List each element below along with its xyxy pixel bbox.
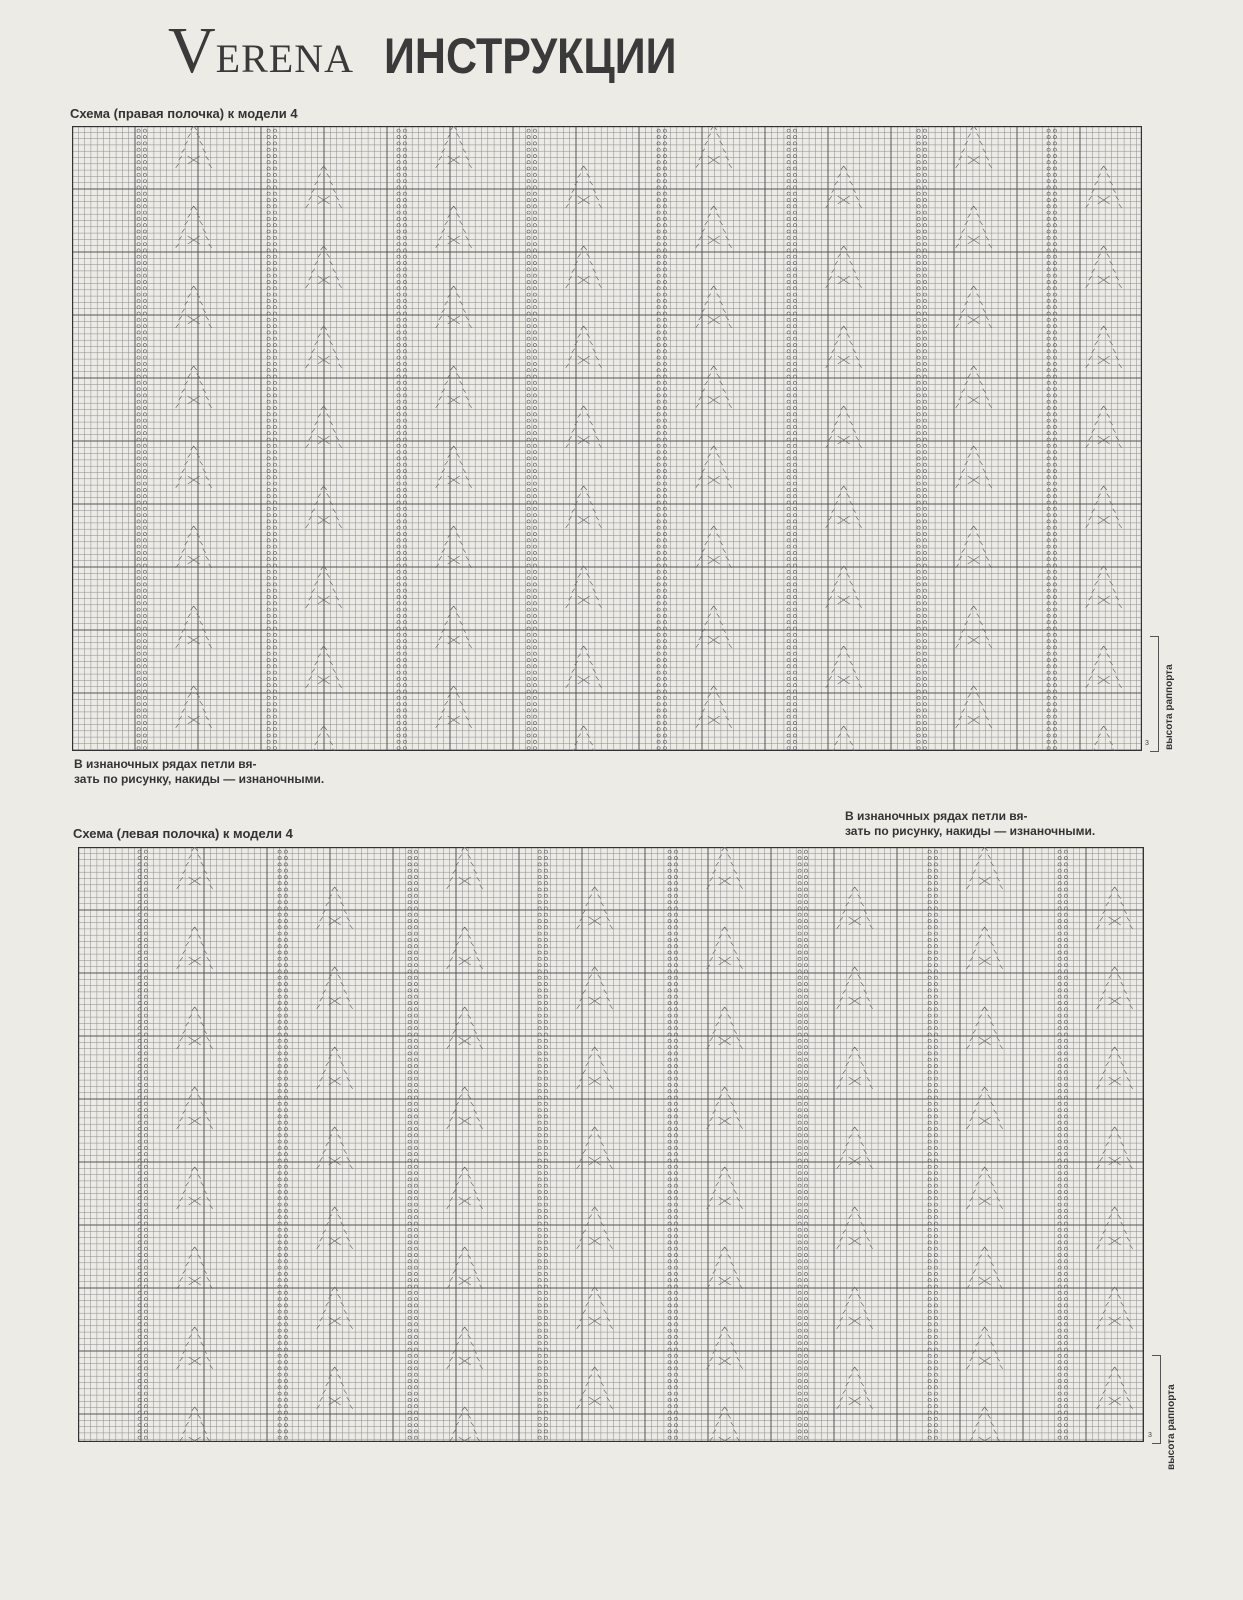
chart-1-note-line-1: В изнаночных рядах петли вя-: [74, 757, 257, 771]
chart-2-note-line-2: зать по рисунку, накиды — изнаночными.: [845, 824, 1096, 838]
chart-2-repeat-bracket: [1152, 1355, 1161, 1444]
grid-lines: [78, 847, 1144, 1442]
chart-2-note: [845, 809, 1095, 839]
stitch-symbols: [137, 126, 1122, 751]
brand-initial: V: [168, 14, 216, 87]
chart-1-repeat-label: высота раппорта: [1164, 664, 1175, 750]
chart-1-grid: [72, 126, 1142, 751]
chart-2-note-line-1: В изнаночных рядах петли вя-: [845, 809, 1028, 823]
chart-1-title: Схема (правая полочка) к модели 4: [70, 106, 298, 121]
chart-2-repeat-label: высота раппорта: [1166, 1384, 1177, 1470]
chart-1-note-line-2: зать по рисунку, накиды — изнаночными.: [74, 772, 325, 786]
chart-2-title: Схема (левая полочка) к модели 4: [73, 826, 293, 841]
chart-2-row-number: 3: [1148, 1432, 1152, 1439]
masthead: [168, 14, 725, 88]
brand-rest: ERENA: [215, 36, 354, 81]
chart-2-grid: [78, 847, 1144, 1442]
section-title: ИНСТРУКЦИИ: [384, 28, 678, 84]
chart-1-note: [74, 757, 324, 787]
brand-logo: [168, 14, 354, 87]
chart-1-repeat-bracket: [1150, 636, 1159, 752]
grid-lines: [72, 126, 1142, 751]
stitch-symbols: [138, 847, 1133, 1442]
chart-1-row-number: 3: [1145, 740, 1149, 747]
